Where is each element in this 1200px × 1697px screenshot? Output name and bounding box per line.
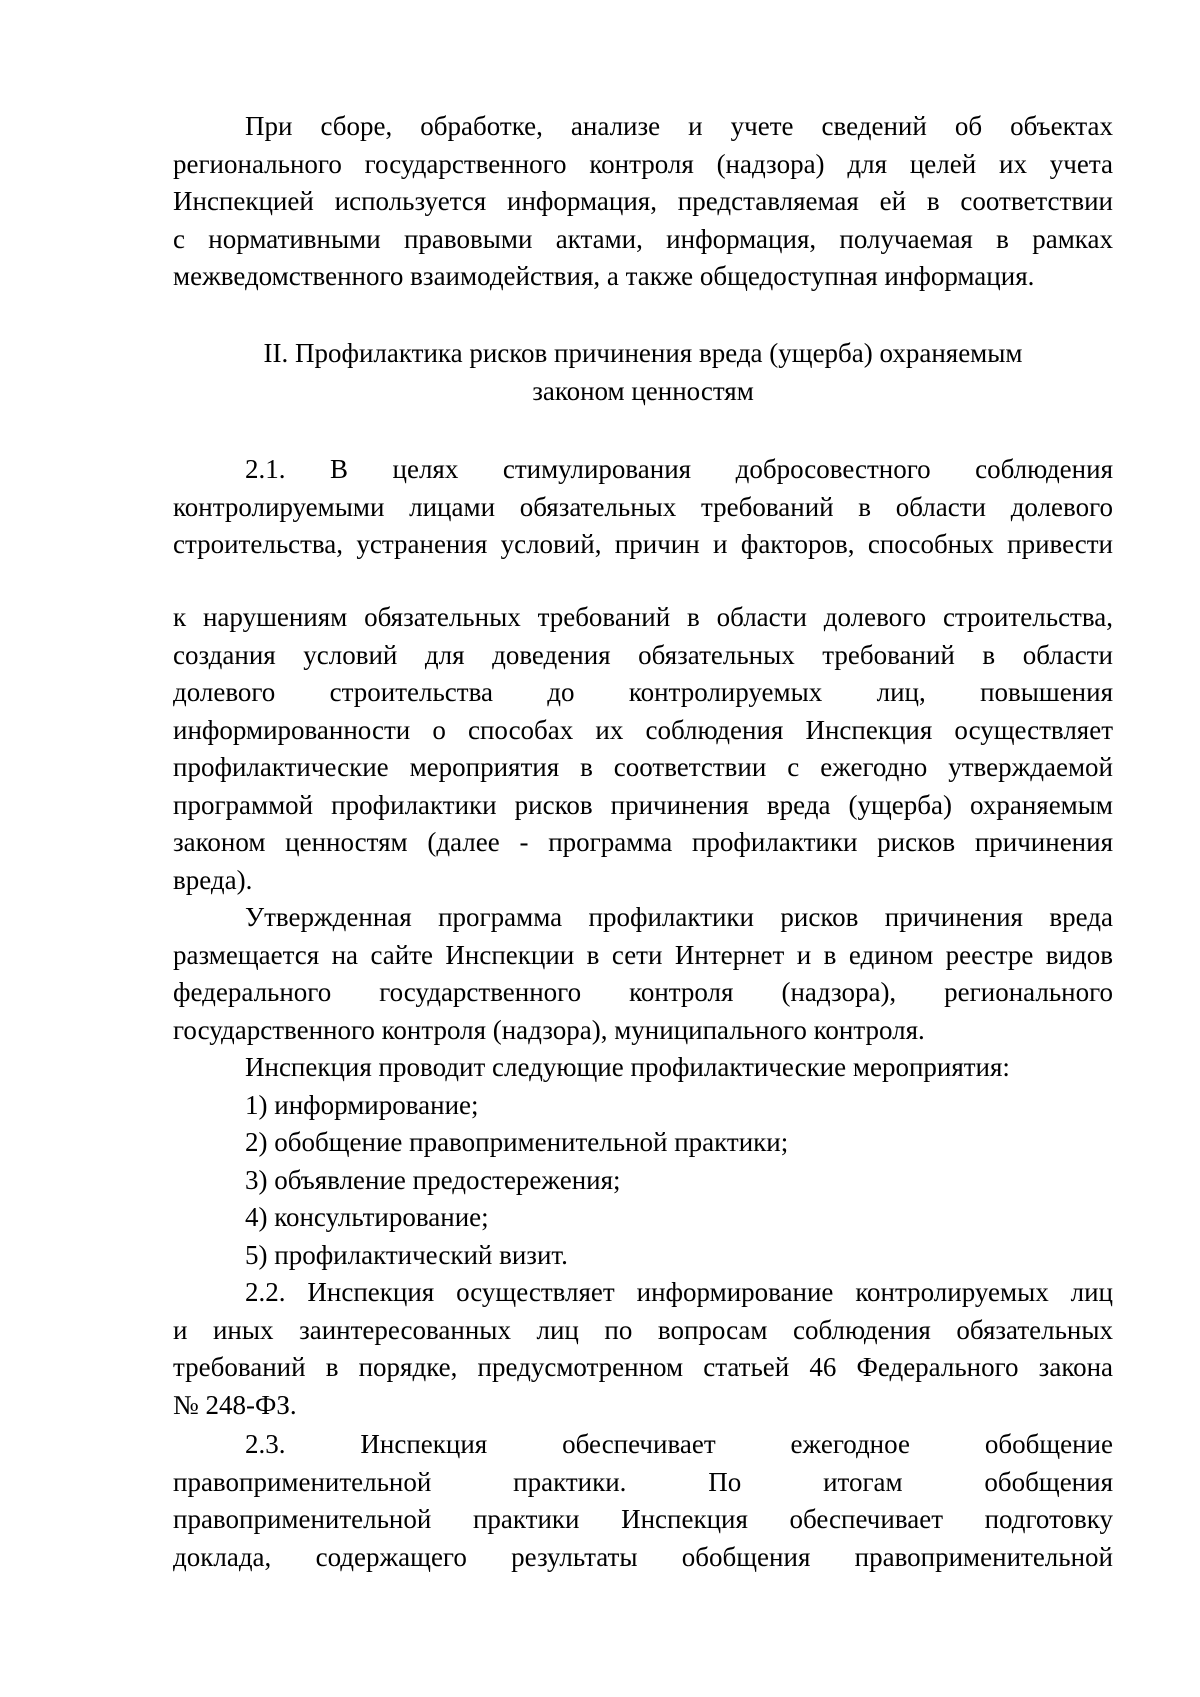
- text-line: вреда).: [173, 864, 253, 895]
- text-line: 2.1. В целях стимулирования добросовестного соблюдения: [245, 454, 1113, 484]
- text-line: контролируемыми лицами обязательных требований в области долевого: [173, 491, 1113, 522]
- text-line: долевого строительства до контролируемых лиц, повышения: [173, 677, 1113, 707]
- text-line: доклада, содержащего результаты обобщения правоприменительной: [173, 1541, 1113, 1572]
- text-line: с нормативными правовыми актами, информация, получаемая в рамках: [173, 223, 1113, 254]
- text-line: информированности о способах их соблюдения Инспекция осуществляет: [173, 714, 1113, 745]
- paragraph-object-records: [173, 108, 1113, 296]
- paragraph-program: [173, 899, 1113, 1049]
- text-line: законом ценностям (далее - программа профилактики рисков причинения: [173, 827, 1113, 857]
- text-line: государственного контроля (надзора), муниципального контроля.: [173, 1014, 925, 1045]
- text-line: размещается на сайте Инспекции в сети Интернет и в едином реестре видов: [173, 939, 1113, 970]
- list-item: 3) объявление предостережения;: [245, 1164, 621, 1195]
- paragraph-2-2: [173, 1274, 1113, 1424]
- measures-intro: Инспекция проводит следующие профилактические мероприятия:: [245, 1052, 1010, 1082]
- text-line: При сборе, обработке, анализе и учете сведений об объектах: [245, 111, 1113, 141]
- text-line: регионального государственного контроля (надзора) для целей их учета: [173, 148, 1113, 179]
- text-line: правоприменительной практики Инспекция обеспечивает подготовку: [173, 1504, 1113, 1534]
- list-item: 1) информирование;: [245, 1089, 479, 1120]
- text-line: программой профилактики рисков причинения вреда (ущерба) охраняемым: [173, 789, 1113, 820]
- list-item: 4) консультирование;: [245, 1202, 489, 1232]
- text-line: профилактические мероприятия в соответствии с ежегодно утверждаемой: [173, 752, 1113, 782]
- section-heading-line-2: законом ценностям: [532, 375, 754, 406]
- measures-block: [173, 1049, 1113, 1274]
- text-line: № 248-ФЗ.: [173, 1389, 297, 1420]
- text-line: федерального государственного контроля (надзора), регионального: [173, 977, 1113, 1007]
- text-line: 2.2. Инспекция осуществляет информирование контролируемых лиц: [245, 1277, 1113, 1307]
- section-heading-line-1: II. Профилактика рисков причинения вреда (ущерба) охраняемым: [263, 338, 1023, 368]
- list-item: 5) профилактический визит.: [245, 1239, 568, 1270]
- paragraph-2-1-continued: [173, 599, 1113, 899]
- paragraph-2-1: [173, 451, 1113, 564]
- text-line: и иных заинтересованных лиц по вопросам соблюдения обязательных: [173, 1314, 1113, 1345]
- text-line: 2.3. Инспекция обеспечивает ежегодное обобщение: [245, 1429, 1113, 1459]
- section-heading: [173, 335, 1113, 410]
- text-line: межведомственного взаимодействия, а также общедоступная информация.: [173, 261, 1035, 291]
- text-line: Утвержденная программа профилактики рисков причинения вреда: [245, 902, 1113, 932]
- paragraph-2-3: [173, 1426, 1113, 1576]
- text-line: правоприменительной практики. По итогам обобщения: [173, 1466, 1113, 1497]
- text-line: к нарушениям обязательных требований в области долевого строительства,: [173, 602, 1113, 632]
- text-line: Инспекцией используется информация, представляемая ей в соответствии: [173, 186, 1113, 216]
- text-line: создания условий для доведения обязательных требований в области: [173, 639, 1113, 670]
- list-item: 2) обобщение правоприменительной практики;: [245, 1127, 789, 1157]
- text-line: строительства, устранения условий, причин и факторов, способных привести: [173, 529, 1113, 559]
- text-line: требований в порядке, предусмотренном статьей 46 Федерального закона: [173, 1352, 1113, 1382]
